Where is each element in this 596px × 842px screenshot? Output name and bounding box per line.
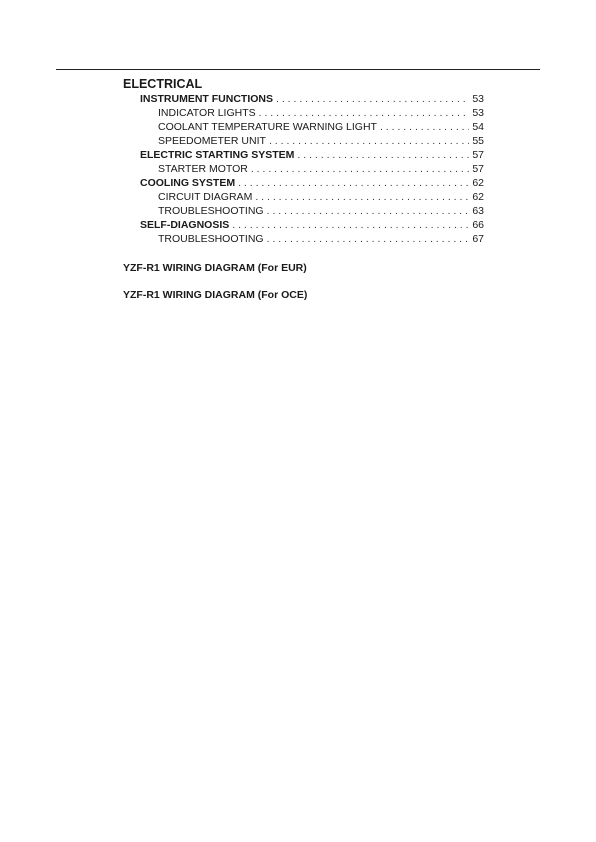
toc-entry-electric-starting-system[interactable]	[140, 148, 484, 162]
toc-leader-dots	[232, 218, 469, 232]
toc-leader-dots	[269, 134, 469, 148]
toc-label: SELF-DIAGNOSIS	[140, 219, 230, 231]
toc-page-number: 66	[472, 219, 484, 231]
toc-page-number: 54	[472, 121, 484, 133]
toc-page-number: 63	[472, 205, 484, 217]
toc-page-number: 67	[472, 233, 484, 245]
toc-label: STARTER MOTOR	[158, 163, 248, 175]
toc-page-number: 57	[472, 163, 484, 175]
toc-label: SPEEDOMETER UNIT	[158, 135, 266, 147]
toc-label: TROUBLESHOOTING	[158, 205, 264, 217]
toc-leader-dots	[259, 106, 470, 120]
toc-label: INDICATOR LIGHTS	[158, 107, 256, 119]
header-rule	[56, 69, 540, 70]
toc-label: COOLANT TEMPERATURE WARNING LIGHT	[158, 121, 377, 133]
toc-page-number: 62	[472, 177, 484, 189]
toc-page-number: 53	[472, 93, 484, 105]
toc-label: COOLING SYSTEM	[140, 177, 236, 189]
toc-page-number: 53	[472, 107, 484, 119]
toc-entry-starter-motor[interactable]	[158, 162, 484, 176]
toc-leader-dots	[276, 92, 469, 106]
toc-entry-speedometer-unit[interactable]	[158, 134, 484, 148]
toc-entry-coolant-temperature-warning-light[interactable]	[158, 120, 484, 134]
toc-page-number: 57	[472, 149, 484, 161]
toc-label: CIRCUIT DIAGRAM	[158, 191, 253, 203]
toc-page-number: 55	[472, 135, 484, 147]
toc-label: ELECTRIC STARTING SYSTEM	[140, 149, 295, 161]
toc-leader-dots	[267, 232, 470, 246]
toc-page-number: 62	[472, 191, 484, 203]
toc-leader-dots	[267, 204, 470, 218]
toc-entry-troubleshooting-self-diagnosis[interactable]	[158, 232, 484, 246]
toc-entry-self-diagnosis[interactable]	[140, 218, 484, 232]
toc-leader-dots	[255, 190, 469, 204]
toc-leader-dots	[251, 162, 469, 176]
toc-entry-troubleshooting-cooling[interactable]	[158, 204, 484, 218]
toc-entry-cooling-system[interactable]	[140, 176, 484, 190]
toc-entry-circuit-diagram[interactable]	[158, 190, 484, 204]
wiring-diagram-eur-link[interactable]: YZF-R1 WIRING DIAGRAM (For EUR)	[123, 262, 307, 274]
toc-entry-instrument-functions[interactable]	[140, 92, 484, 106]
toc-leader-dots	[380, 120, 469, 134]
toc-leader-dots	[238, 176, 469, 190]
toc-leader-dots	[297, 148, 469, 162]
section-title: ELECTRICAL	[123, 77, 203, 91]
toc-label: TROUBLESHOOTING	[158, 233, 264, 245]
toc-entry-indicator-lights[interactable]	[158, 106, 484, 120]
toc-label: INSTRUMENT FUNCTIONS	[140, 93, 273, 105]
wiring-diagram-oce-link[interactable]: YZF-R1 WIRING DIAGRAM (For OCE)	[123, 289, 308, 301]
